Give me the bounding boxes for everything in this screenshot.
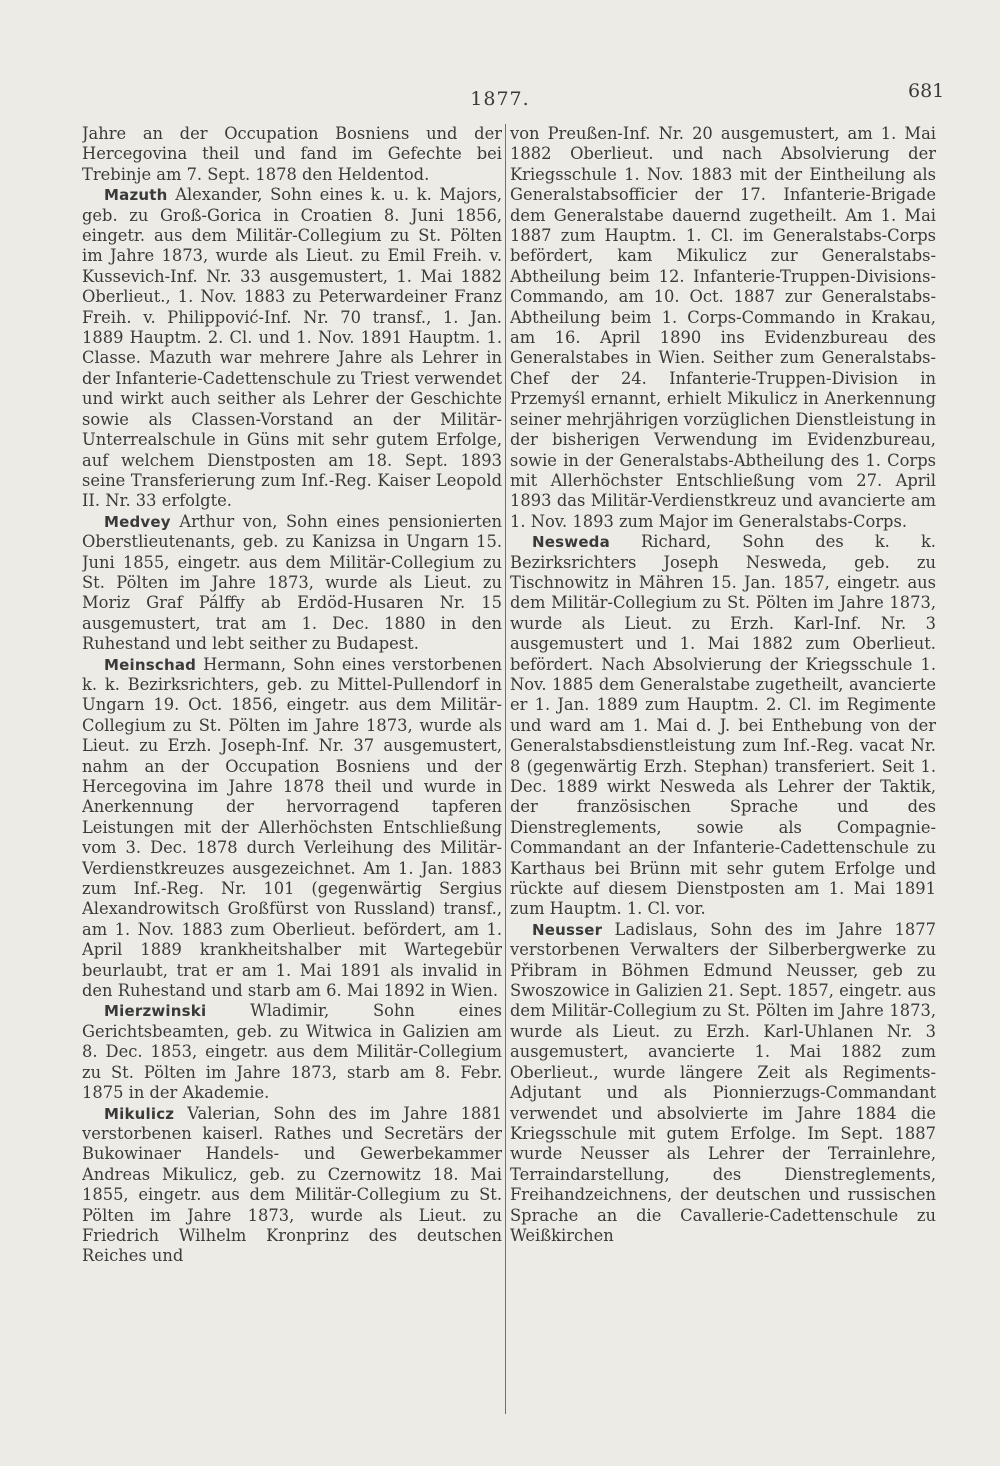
left-column	[82, 124, 502, 1414]
entry-text: Wladimir, Sohn eines Gerichtsbeamten, geb. zu Witwica in Galizien am 8. Dec. 1853, eingetr. aus dem Militär-Collegium zu St. Pölten im Jahre 1873, starb am 8. Febr. 1875 in der Akademie.	[82, 1001, 502, 1103]
entry-surname: Neusser	[532, 920, 603, 939]
continuation-paragraph: von Preußen-Inf. Nr. 20 ausgemustert, am 1. Mai 1882 Oberlieut. und nach Absolvierung der Kriegsschule 1. Nov. 1883 mit der Eintheilung als Generalstabsofficier der 17. Infanterie-Brigade dem Generalstabe dauernd zugetheilt. Am 1. Mai 1887 zum Hauptm. 1. Cl. im Generalstabs-Corps befördert, kam Mikulicz zur Generalstabs-Abtheilung beim 12. Infanterie-Truppen-Divisions-Commando, am 10. Oct. 1887 zur Generalstabs-Abtheilung beim 1. Corps-Commando in Krakau, am 16. April 1890 ins Evidenzbureau des Generalstabes in Wien. Seither zum Generalstabs-Chef der 24. Infanterie-Truppen-Division in Przemyśl ernannt, erhielt Mikulicz in Anerkennung seiner mehrjährigen vorzüglichen Dienstleistung in der bisherigen Verwendung im Evidenzbureau, sowie in der Generalstabs-Abtheilung des 1. Corps mit Allerhöchster Entschließung vom 27. April 1893 das Militär-Verdienstkreuz und avancierte am 1. Nov. 1893 zum Major im Generalstabs-Corps.	[510, 124, 936, 531]
entry-neusser	[510, 920, 936, 1247]
entry-text: Hermann, Sohn eines verstorbenen k. k. Bezirksrichters, geb. zu Mittel-Pullendorf in Ungarn 19. Oct. 1856, eingetr. aus dem Militär-Collegium zu St. Pölten im Jahre 1873, wurde als Lieut. zu Erzh. Joseph-Inf. Nr. 37 ausgemustert, nahm an der Occupation Bosniens und der Hercegovina im Jahre 1878 theil und wurde in Anerkennung der hervorragend tapferen Leistungen mit der Allerhöchsten Entschließung vom 3. Dec. 1878 durch Verleihung des Militär-Verdienstkreuzes ausgezeichnet. Am 1. Jan. 1883 zum Inf.-Reg. Nr. 101 (gegenwärtig Sergius Alexandrowitsch Großfürst von Russland) transf., am 1. Nov. 1883 zum Oberlieut. befördert, am 1. April 1889 krankheitshalber mit Wartegebür beurlaubt, trat er am 1. Mai 1891 als invalid in den Ruhestand und starb am 6. Mai 1892 in Wien.	[82, 654, 502, 1001]
entry-text: Alexander, Sohn eines k. u. k. Majors, geb. zu Groß-Gorica in Croatien 8. Juni 1856, eingetr. aus dem Militär-Collegium zu St. Pölten im Jahre 1873, wurde als Lieut. zu Emil Freih. v. Kussevich-Inf. Nr. 33 ausgemustert, 1. Mai 1882 Oberlieut., 1. Nov. 1883 zu Peterwardeiner Franz Freih. v. Philippović-Inf. Nr. 70 transf., 1. Jan. 1889 Hauptm. 2. Cl. und 1. Nov. 1891 Hauptm. 1. Classe. Mazuth war mehrere Jahre als Lehrer in der Infanterie-Cadettenschule zu Triest verwendet und wirkt auch seither als Lehrer der Geschichte sowie als Classen-Vorstand an der Militär-Unterrealschule in Güns mit sehr gutem Erfolge, auf welchem Dienstposten am 18. Sept. 1893 seine Transferierung zum Inf.-Reg. Kaiser Leopold II. Nr. 33 erfolgte.	[82, 185, 502, 511]
entry-surname: Mazuth	[104, 186, 168, 205]
entry-mikulicz	[82, 1104, 502, 1267]
entry-text: Arthur von, Sohn eines pensionierten Oberstlieutenants, geb. zu Kanizsa in Ungarn 15. Juni 1855, eingetr. aus dem Militär-Collegium zu St. Pölten im Jahre 1873, wurde als Lieut. zu Moriz Graf Pálffy ab Erdöd-Husaren Nr. 15 ausgemustert, trat am 1. Dec. 1880 in den Ruhestand und lebt seither zu Budapest.	[82, 511, 502, 654]
entry-text: Valerian, Sohn des im Jahre 1881 verstorbenen kaiserl. Rathes und Secretärs der Bukowinaer Handels- und Gewerbekammer Andreas Mikulicz, geb. zu Czernowitz 18. Mai 1855, eingetr. aus dem Militär-Collegium zu St. Pölten im Jahre 1873, wurde als Lieut. zu Friedrich Wilhelm Kronprinz des deutschen Reiches und	[82, 1103, 502, 1266]
entry-mierzwinski	[82, 1001, 502, 1103]
continuation-paragraph: Jahre an der Occupation Bosniens und der Hercegovina theil und fand im Gefechte bei Trebinje am 7. Sept. 1878 den Heldentod.	[82, 124, 502, 184]
right-column	[510, 124, 936, 1414]
entry-mazuth	[82, 185, 502, 512]
running-header-year: 1877.	[470, 88, 530, 110]
entry-surname: Mikulicz	[104, 1104, 175, 1123]
entry-medvey	[82, 512, 502, 655]
column-divider	[505, 124, 506, 1414]
entry-meinschad	[82, 655, 502, 1002]
entry-surname: Mierzwinski	[104, 1002, 207, 1021]
entry-text: Ladislaus, Sohn des im Jahre 1877 verstorbenen Verwalters der Silberbergwerke zu Přibram in Böhmen Edmund Neusser, geb zu Swoszowice in Galizien 21. Sept. 1857, eingetr. aus dem Militär-Collegium zu St. Pölten im Jahre 1873, wurde als Lieut. zu Erzh. Karl-Uhlanen Nr. 3 ausgemustert, avancierte 1. Mai 1882 zum Oberlieut., wurde längere Zeit als Regiments-Adjutant und als Pionnierzugs-Commandant verwendet und absolvierte im Jahre 1884 die Kriegsschule mit gutem Erfolge. Im Sept. 1887 wurde Neusser als Lehrer der Terrainlehre, Terraindarstellung, des Dienstreglements, Freihandzeichnens, der deutschen und russischen Sprache an die Cavallerie-Cadettenschule zu Weißkirchen	[510, 919, 936, 1245]
entry-surname: Meinschad	[104, 655, 197, 674]
page-number: 681	[908, 80, 945, 102]
entry-surname: Medvey	[104, 512, 171, 531]
entry-text: Richard, Sohn des k. k. Bezirksrichters Joseph Nesweda, geb. zu Tischnowitz in Mähren 15. Jan. 1857, eingetr. aus dem Militär-Collegium zu St. Pölten im Jahre 1873, wurde als Lieut. zu Erzh. Karl-Inf. Nr. 3 ausgemustert und 1. Mai 1882 zum Oberlieut. befördert. Nach Absolvierung der Kriegsschule 1. Nov. 1885 dem Generalstabe zugetheilt, avancierte er 1. Jan. 1889 zum Hauptm. 2. Cl. im Regimente und ward am 1. Mai d. J. bei Enthebung von der Generalstabsdienstleistung zum Inf.-Reg. vacat Nr. 8 (gegenwärtig Erzh. Stephan) transferiert. Seit 1. Dec. 1889 wirkt Nesweda als Lehrer der Taktik, der französischen Sprache und des Dienstreglements, sowie als Compagnie-Commandant an der Infanterie-Cadettenschule zu Karthaus bei Brünn mit sehr gutem Erfolge und rückte auf diesem Dienstposten am 1. Mai 1891 zum Hauptm. 1. Cl. vor.	[510, 532, 936, 919]
entry-nesweda	[510, 532, 936, 920]
entry-surname: Nesweda	[532, 533, 610, 552]
